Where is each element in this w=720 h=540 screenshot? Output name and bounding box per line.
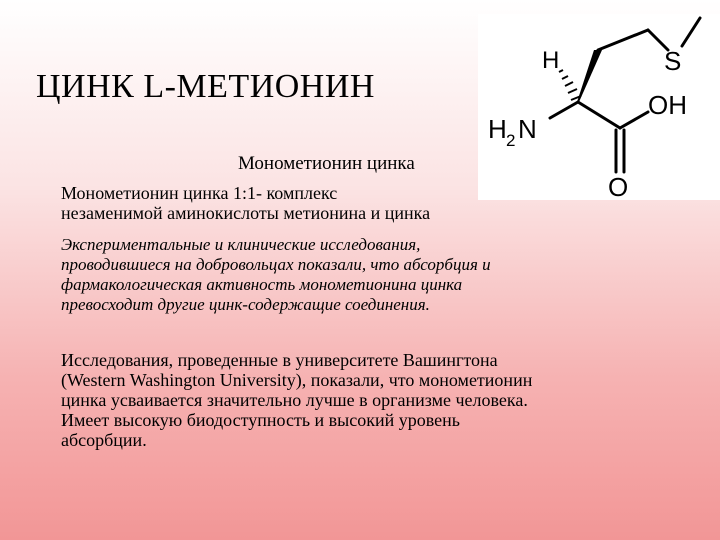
atom-h2n-h-label: H	[488, 114, 507, 144]
hashed-bond	[559, 70, 581, 100]
paragraph-line: незаменимой аминокислоты метионина и цинка	[61, 203, 431, 223]
bond-s-methyl	[682, 18, 700, 46]
atom-s-label: S	[664, 46, 682, 76]
paragraph-line: фармакологическая активность монометионина цинка	[61, 275, 463, 294]
paragraph-line: абсорбции.	[61, 430, 147, 450]
paragraph-line: цинка усваивается значительно лучше в организме человека.	[61, 390, 528, 410]
atom-h2n-subscript-label: 2	[506, 131, 516, 150]
university-study-paragraph	[61, 350, 671, 450]
bond-calpha-n	[550, 102, 578, 118]
bond-ch2-ch2	[598, 30, 648, 50]
paragraph-line: проводившиеся на добровольцах показали, что абсорбция и	[61, 255, 491, 274]
atom-o-label: O	[608, 172, 629, 200]
bond-calpha-carboxyl	[578, 102, 620, 128]
research-paragraph-italic	[61, 235, 641, 315]
bond-carboxyl-oh	[620, 112, 648, 128]
atom-oh-label: OH	[648, 90, 687, 120]
methionine-structure-diagram	[478, 14, 720, 200]
slide-title: ЦИНК L-МЕТИОНИН	[36, 68, 375, 105]
paragraph-line: превосходит другие цинк-содержащие соединения.	[61, 295, 430, 314]
atom-h2n-n-label: N	[518, 114, 537, 144]
paragraph-line: (Western Washington University), показали, что монометионин	[61, 370, 533, 390]
definition-paragraph	[61, 183, 531, 223]
paragraph-line: Экспериментальные и клинические исследования,	[61, 235, 421, 254]
paragraph-line: Имеет высокую биодоступность и высокий уровень	[61, 410, 460, 430]
atom-h-label: H	[542, 47, 560, 74]
paragraph-line: Монометионин цинка 1:1- комплекс	[61, 183, 338, 203]
wedge-bond	[577, 50, 602, 102]
paragraph-line: Исследования, проведенные в университете Вашингтона	[61, 350, 498, 370]
slide-subtitle: Монометионин цинка	[238, 153, 415, 174]
